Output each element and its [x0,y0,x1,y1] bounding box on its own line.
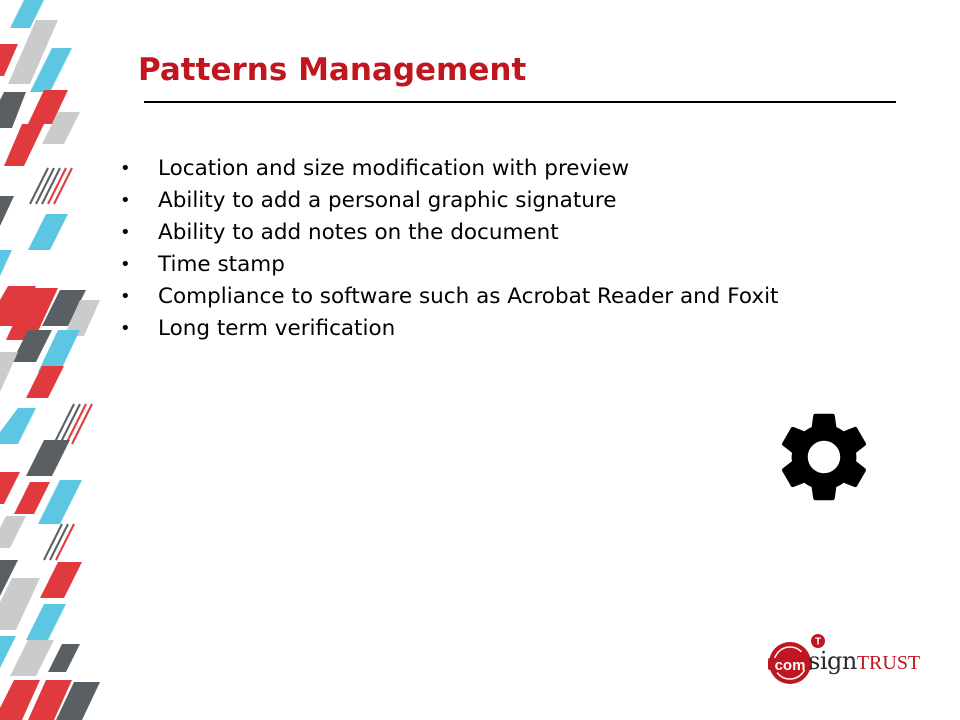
bullet-text: Location and size modification with preview [158,156,630,181]
logo-trust: TRUST [856,652,921,674]
bullet-text: Ability to add notes on the document [158,220,559,245]
logo-com: com [774,657,806,674]
bullet-marker: • [120,222,131,243]
bullet-marker: • [120,318,131,339]
bullet-text: Long term verification [158,316,396,341]
decorative-side-pattern [0,0,110,720]
bullet-marker: • [120,190,131,211]
logo-sign: sign [808,647,857,675]
bullet-text: Time stamp [158,252,285,277]
bullet-marker: • [120,286,131,307]
bullet-text: Compliance to software such as Acrobat Reader and Foxit [158,284,779,309]
comsigntrust-logo [766,633,921,691]
gear-icon [770,403,878,511]
logo-badge: T [814,636,822,648]
bullet-marker: • [120,254,131,275]
slide-title: Patterns Management [138,52,527,88]
title-underline [144,101,896,103]
bullet-text: Ability to add a personal graphic signature [158,188,617,213]
logo-wordmark [808,647,920,675]
bullet-marker: • [120,158,131,179]
